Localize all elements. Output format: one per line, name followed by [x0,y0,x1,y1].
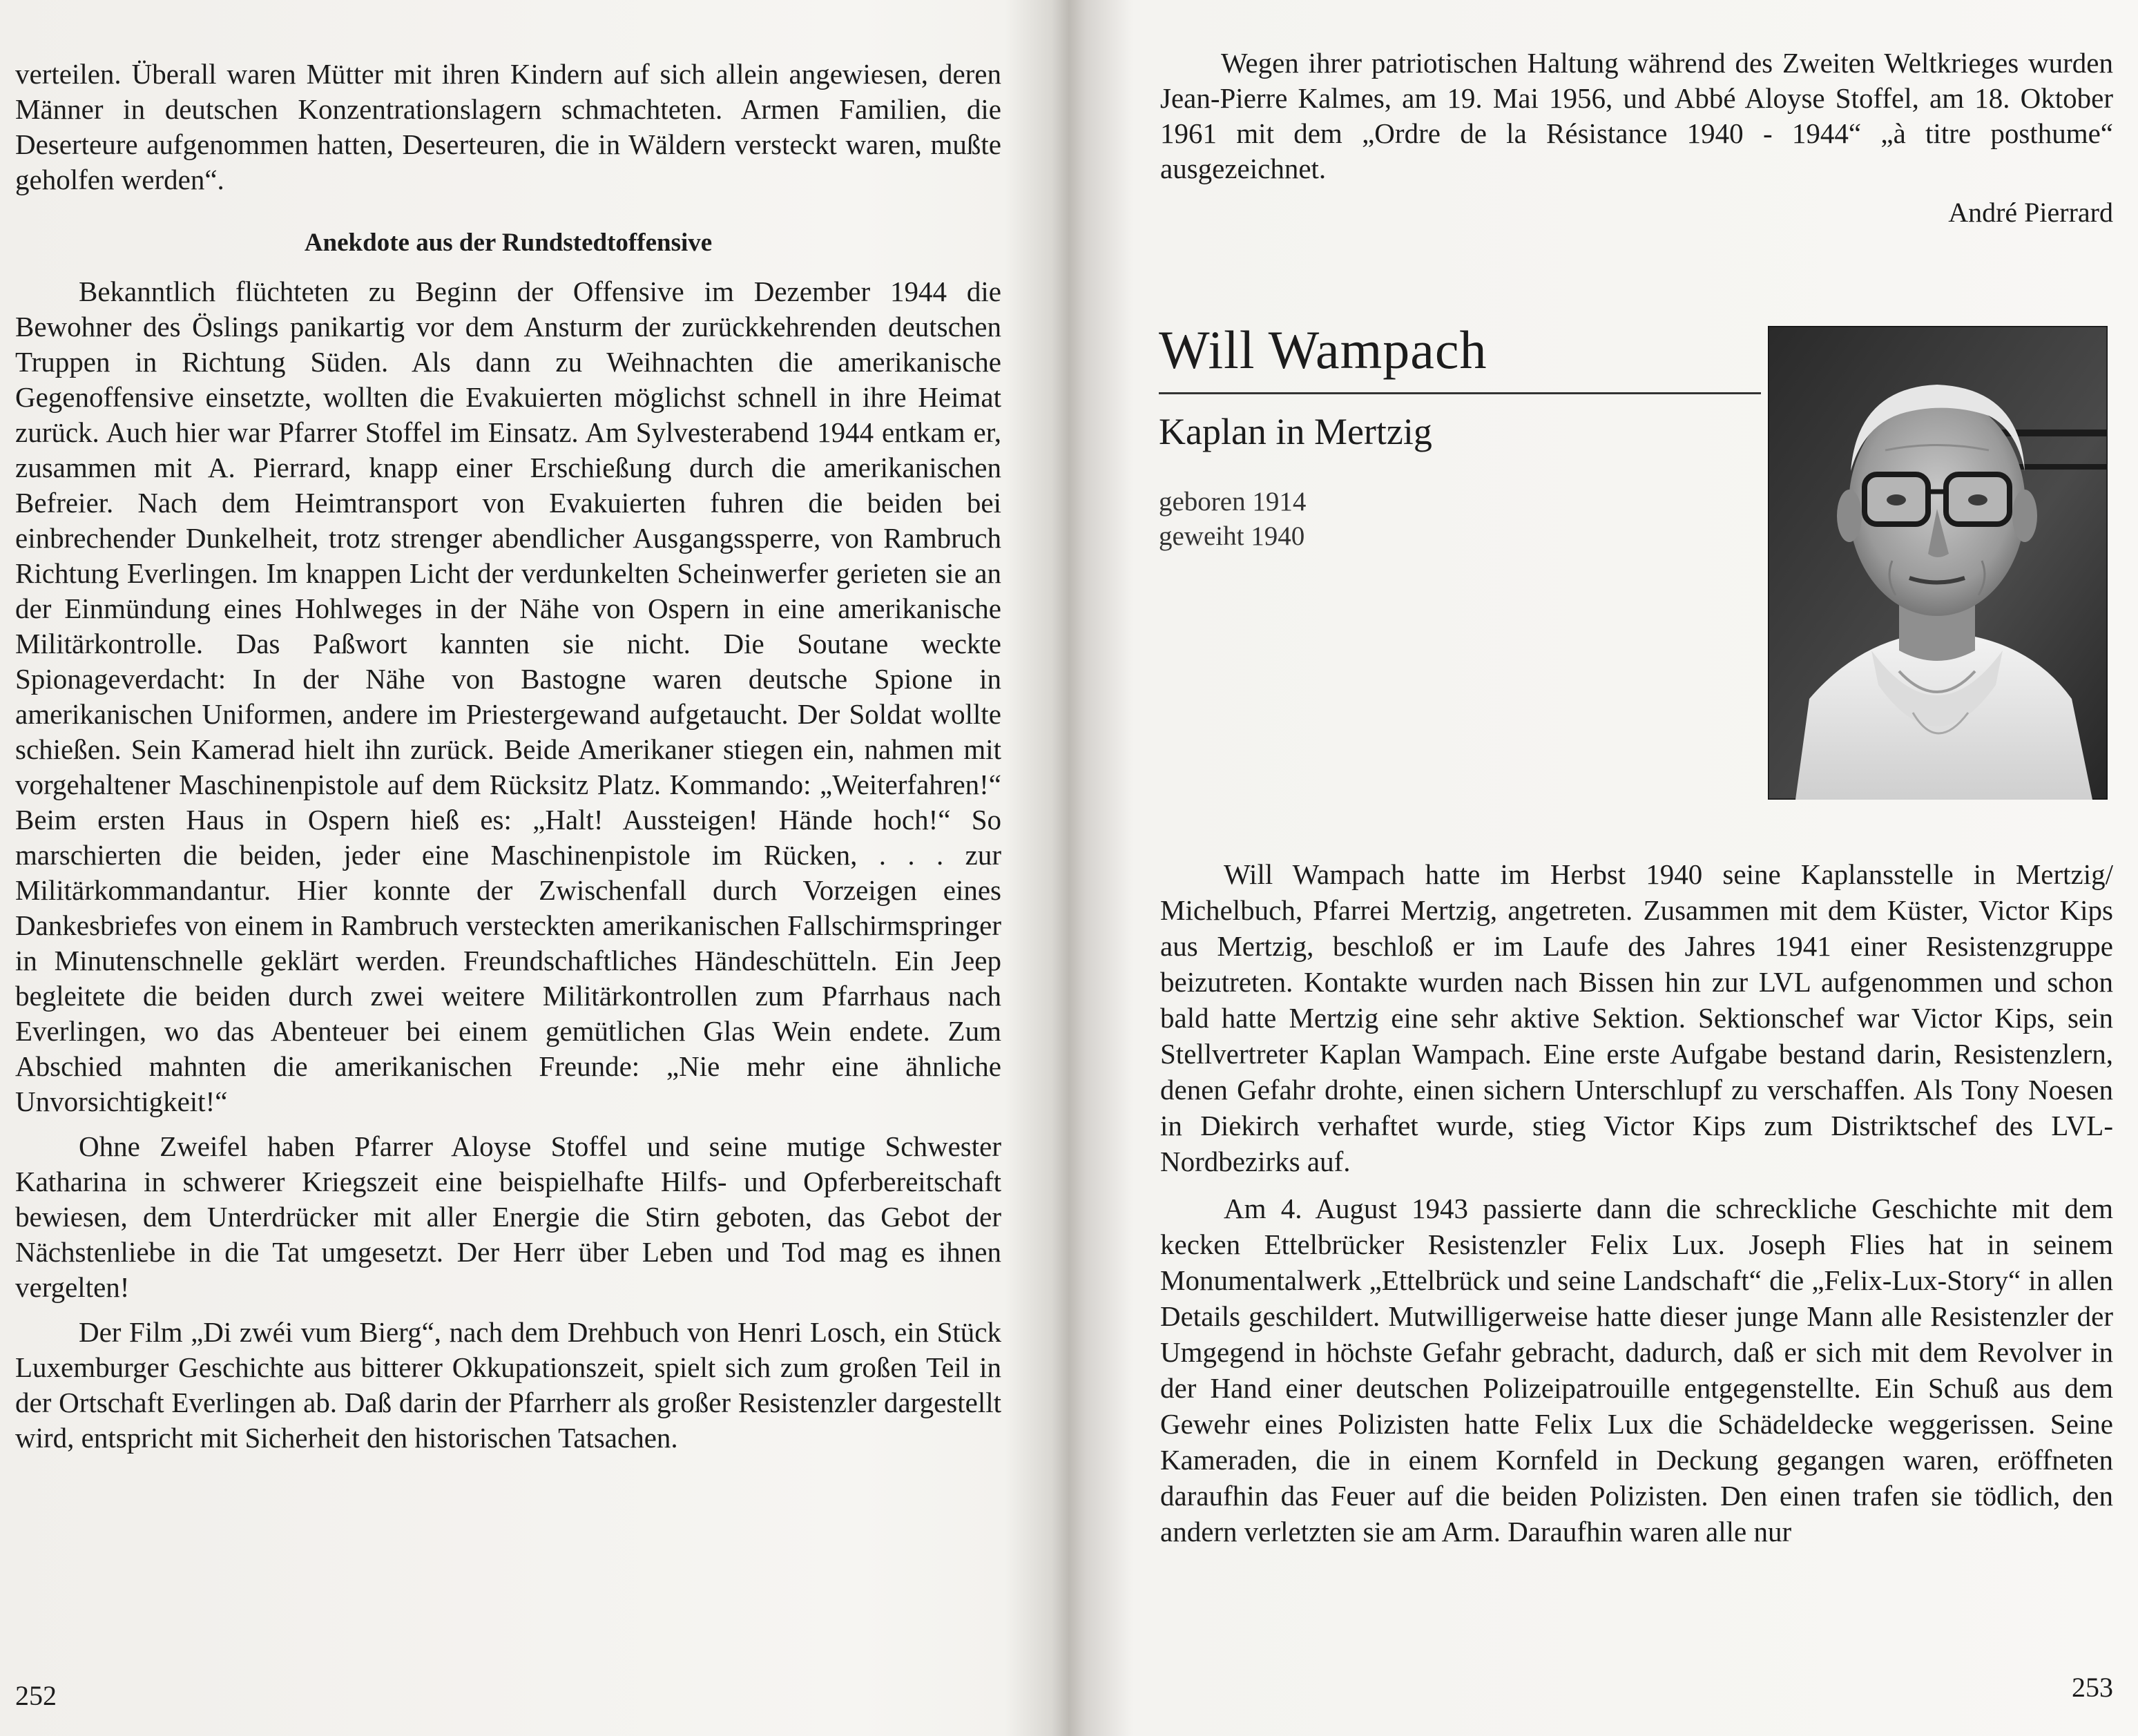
left-paragraph: Der Film „Di zwéi vum Bierg“, nach dem Drehbuch von Henri Losch, ein Stück Luxemburger Geschichte aus bitterer Okkupationszeit, spielt sich zum großen Teil in der Ortschaft Everlingen ab. Daß darin der Pfarrherr als großer Resistenzler dargestellt wird, entspricht mit Sicherheit den historischen Tatsachen. [15,1316,1001,1454]
left-paragraph-continued: verteilen. Überall waren Mütter mit ihren Kindern auf sich allein angewiesen, deren Männer in deutschen Konzentrationslagern schmachteten. Armen Familien, die Deserteure aufgenommen hatten, Deserteuren, die in Wäldern versteckt waren, mußte geholfen werden“. [15,58,1001,195]
born-date: geboren 1914 [1159,487,1307,517]
page-number-left: 252 [15,1680,57,1711]
portrait-illustration [1768,326,2108,800]
right-paragraph: Will Wampach hatte im Herbst 1940 seine Kaplansstelle in Mertzig/ Michelbuch, Pfarrei Mertzig, angetreten. Zusammen mit dem Küster, Victor Kips aus Mertzig, beschloß er im Laufe des Jahres 1941 einer Resistenzgruppe beizutreten. Kontakte wurden nach Bissen hin zur LVL aufgenommen und schon bald hatte Mertzig eine sehr aktive Sektion. Sektionschef war Victor Kips, sein Stellvertreter Kaplan Wampach. Eine erste Aufgabe bestand darin, Resistenzlern, denen Gefahr drohte, einen sichern Unterschlupf zu verschaffen. Als Tony Noesen in Diekirch verhaftet wurde, stieg Victor Kips zum Distriktschef des LVL-Nordbezirks auf. [1160,858,2113,1177]
page-number-right: 253 [2072,1672,2113,1703]
left-paragraph: Bekanntlich flüchteten zu Beginn der Offensive im Dezember 1944 die Bewohner des Öslings panikartig vor dem Ansturm der zurückkehrenden deutschen Truppen in Richtung Süden. Als dann zu Weihnachten die amerikanische Gegenoffensive einsetzte, wollten die Evakuierten möglichst schnell in ihre Heimat zurück. Auch hier war Pfarrer Stoffel im Einsatz. Am Sylvesterabend 1944 entkam er, zusammen mit A. Pierrard, knapp einer Erschießung durch die amerikanischen Befreier. Nach dem Heimtransport von Evakuierten fuhren die beiden bei einbrechender Dunkelheit, trotz strenger abendlicher Ausgangssperre, von Rambruch Richtung Everlingen. Im knappen Licht der verdunkelten Scheinwerfer gerieten sie an der Einmündung eines Hohlweges in der Nähe von Ospern in eine amerikanische Militärkontrolle. Das Paßwort kannten sie nicht. Die Soutane weckte Spionageverdacht: In der Nähe von Bastogne waren deutsche Spione in amerikanischen Uniformen, andere im Priestergewand aufgetaucht. Der Soldat wollte schießen. Sein Kamerad hielt ihn zurück. Beide Amerikaner stiegen ein, nahmen mit vorgehaltener Maschinenpistole auf dem Rücksitz Platz. Kommando: „Weiterfahren!“ Beim ersten Haus in Ospern hieß es: „Halt! Aussteigen! Hände hoch!“ So marschierten die beiden, jeder eine Maschinenpistole im Rücken, . . . zur Militärkommandantur. Hier konnte der Zwischenfall durch Vorzeigen eines Dankesbriefes von einem in Rambruch versteckten amerikanischen Fallschirmspringer in Minutenschnelle geklärt werden. Freundschaftliches Händeschütteln. Ein Jeep begleitete die beiden durch zwei weitere Militärkontrollen zum Pfarrhaus nach Everlingen, wo das Abenteuer bei einem gemütlichen Glas Wein endete. Zum Abschied mahnten die amerikanischen Freunde: „Nie mehr eine ähnliche Unvorsichtigkeit!“ [15,276,1001,1117]
right-paragraph: Am 4. August 1943 passierte dann die schreckliche Geschichte mit dem kecken Ettelbrücker Resistenzler Felix Lux. Joseph Flies hat in seinem Monumentalwerk „Ettelbrück und seine Landschaft“ die „Felix-Lux-Story“ in allen Details geschildert. Mutwilligerweise hatte dieser junge Mann alle Resistenzler der Umgegend in höchste Gefahr gebracht, dadurch, daß er sich mit dem Revolver in der Hand einer deutschen Polizeipatrouille entgegenstellte. Ein Schuß aus dem Gewehr eines Polizisten hatte Felix Lux die Schädeldecke weggerissen. Seine Kameraden, die in einem Kornfeld in Deckung gegangen waren, eröffneten daraufhin das Feuer auf die beiden Polizisten. Den einen trafen sie tödlich, den andern verletzten sie am Arm. Daraufhin waren alle nur [1160,1193,2113,1547]
article-subtitle: Kaplan in Mertzig [1159,411,1432,452]
title-rule [1159,392,1761,394]
author-signature: André Pierrard [1948,197,2113,228]
left-column [15,57,1001,1465]
left-paragraph: Ohne Zweifel haben Pfarrer Aloyse Stoffel und seine mutige Schwester Katharina in schwerer Kriegszeit eine beispielhafte Hilfs- und Opferbereitschaft bewiesen, dem Unterdrücker mit aller Energie die Stirn geboten, das Gebot der Nächstenliebe in die Tat umgesetzt. Der Herr über Leben und Tod mag es ihnen vergelten! [15,1130,1001,1303]
portrait-photo [1768,326,2108,800]
right-page [1069,0,2138,1736]
article-title: Will Wampach [1159,320,1487,380]
previous-article-paragraph: Wegen ihrer patriotischen Haltung während des Zweiten Weltkrieges wurden Jean-Pierre Kalmes, am 19. Mai 1956, und Abbé Aloyse Stoffel, am 18. Oktober 1961 mit dem „Ordre de la Résistance 1940 - 1944“ „à titre posthume“ ausgezeichnet. [1160,47,2113,184]
bio-dates [1159,485,1306,554]
section-heading: Anekdote aus der Rundstedtoffensive [304,229,713,257]
previous-article-end [1160,46,2113,186]
right-column [1160,856,2113,1561]
ordained-date: geweiht 1940 [1159,521,1305,551]
